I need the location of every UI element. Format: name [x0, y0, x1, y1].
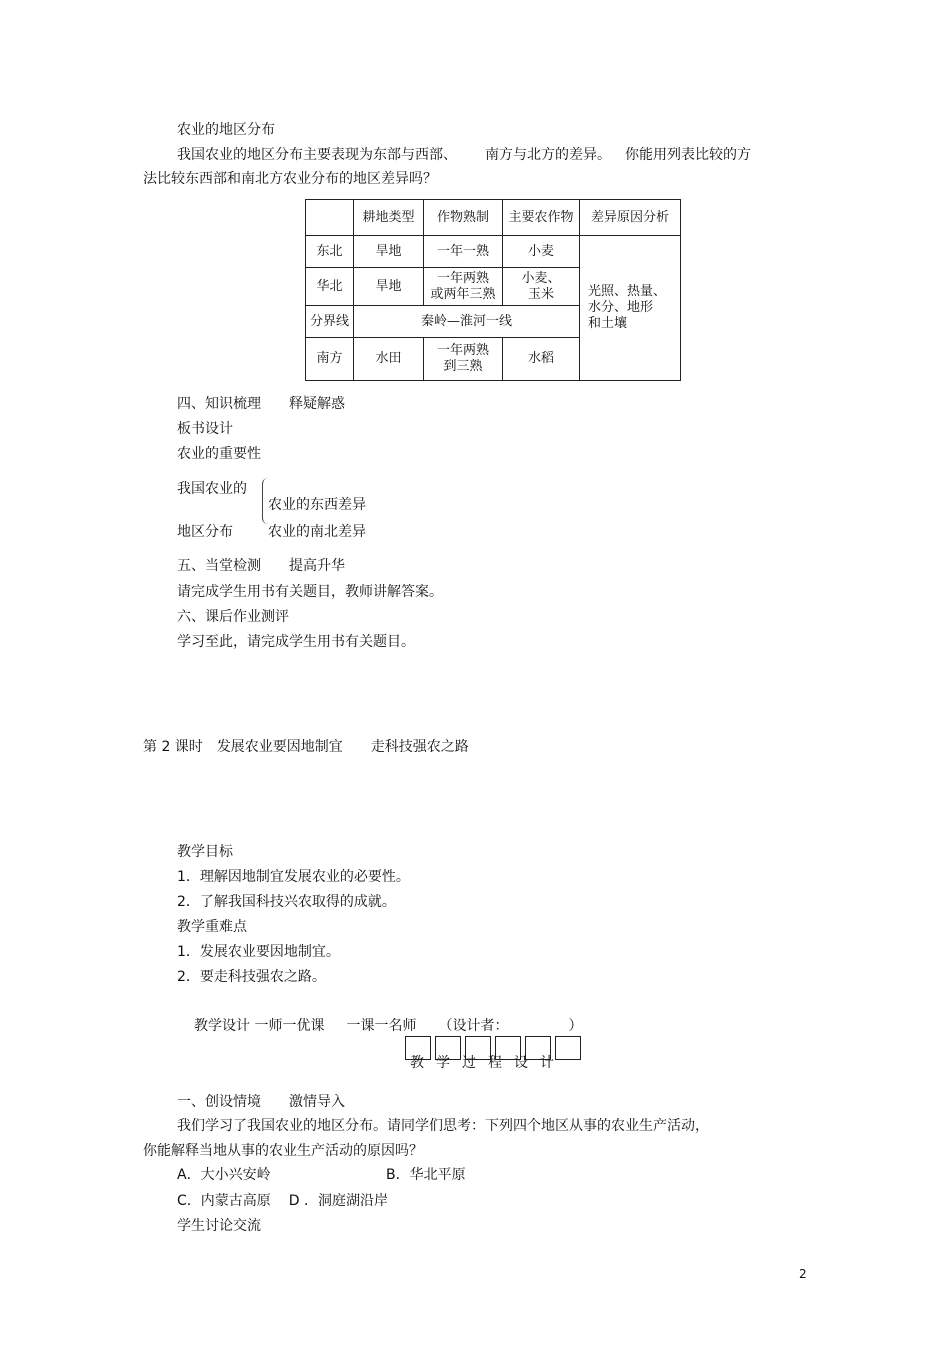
table-cell	[424, 338, 503, 381]
table-header: 差异原因分析	[580, 200, 681, 236]
table-cell: 小麦	[503, 236, 580, 268]
text-line: 请完成学生用书有关题目，教师讲解答案。	[177, 584, 443, 600]
text-line: 农业的重要性	[177, 446, 261, 462]
option-line	[177, 1192, 388, 1210]
section-heading: 六、课后作业测评	[177, 609, 289, 625]
text-span: 发展农业要因地制宜	[216, 739, 343, 755]
table-cell: 秦岭—淮河一线	[354, 306, 580, 338]
text-span: ）	[568, 1018, 583, 1034]
text-span: 教学设计 一师一优课	[194, 1018, 325, 1034]
text-span: 到三熟	[443, 359, 483, 374]
text-span: 五、当堂检测	[177, 558, 261, 574]
text-span: 你能用列表比较的方	[625, 147, 751, 163]
text-span: 释疑解惑	[289, 396, 345, 412]
paragraph-line: 我们学习了我国农业的地区分布。请同学们思考：下列四个地区从事的农业生产活动，	[177, 1118, 709, 1134]
table-cell: 华北	[306, 268, 354, 306]
option-b: B．华北平原	[386, 1167, 466, 1183]
text-span: 玉米	[527, 286, 554, 302]
list-item: 1．发展农业要因地制宜。	[177, 944, 340, 960]
text-line: 学习至此，请完成学生用书有关题目。	[177, 634, 415, 650]
option-c: C．内蒙古高原	[177, 1193, 271, 1209]
text-span: 小麦、	[521, 270, 561, 286]
table-header: 主要农作物	[503, 200, 580, 236]
paragraph-line: 法比较东西部和南北方农业分布的地区差异吗？	[143, 171, 437, 187]
table-header-row	[306, 200, 681, 236]
text-span: 一年两熟	[436, 343, 489, 358]
text-span: 一年两熟	[436, 270, 489, 286]
option-a: A．大小兴安岭	[177, 1167, 271, 1183]
text-line: 板书设计	[177, 421, 233, 437]
text-span: 走科技强农之路	[370, 739, 469, 755]
table-cell: 东北	[306, 236, 354, 268]
text-span: 水分、地形	[588, 300, 654, 315]
table-cell	[503, 268, 580, 306]
table-header	[306, 200, 354, 236]
text-line: 农业的东西差异	[268, 497, 366, 513]
lesson-title	[143, 738, 469, 756]
text-line: 我国农业的	[177, 481, 247, 497]
table-cell	[424, 268, 503, 306]
table-cell-reason	[580, 236, 681, 381]
table-cell: 旱地	[354, 268, 424, 306]
option-d: D ．洞庭湖沿岸	[288, 1193, 389, 1209]
table-cell: 南方	[306, 338, 354, 381]
section-heading	[177, 557, 345, 575]
design-line	[194, 1017, 582, 1035]
text-line: 学生讨论交流	[177, 1218, 261, 1234]
list-item: 2．要走科技强农之路。	[177, 969, 326, 985]
text-span: 南方与北方的差异。	[485, 147, 611, 163]
table-cell: 分界线	[306, 306, 354, 338]
table-header: 作物熟制	[424, 200, 503, 236]
table-cell: 水田	[354, 338, 424, 381]
section-heading: 教学目标	[177, 844, 233, 860]
list-item: 1．理解因地制宜发展农业的必要性。	[177, 869, 410, 885]
text-span: 四、知识梳理	[177, 396, 261, 412]
text-span: 激情导入	[289, 1094, 345, 1110]
text-line: 地区分布	[177, 524, 233, 540]
text-span: 和土壤	[588, 316, 628, 331]
page-number: 2	[799, 1267, 807, 1281]
table-row	[306, 236, 681, 268]
section-heading	[177, 1093, 345, 1111]
text-line: 农业的南北差异	[268, 524, 366, 540]
table-cell: 旱地	[354, 236, 424, 268]
text-span: 或两年三熟	[430, 286, 496, 302]
table-header: 耕地类型	[354, 200, 424, 236]
process-title: 教学过程设计	[410, 1055, 566, 1071]
text-span: 光照、热量、	[588, 284, 667, 299]
agri-comparison-table	[305, 199, 681, 381]
text-span: 一课一名师	[346, 1018, 417, 1034]
text-span: 提高升华	[289, 558, 345, 574]
text-span: （设计者：	[438, 1018, 509, 1034]
section-heading: 教学重难点	[177, 919, 247, 935]
paragraph-line	[177, 146, 751, 164]
paragraph-line: 你能解释当地从事的农业生产活动的原因吗？	[143, 1143, 423, 1159]
table-cell: 一年一熟	[424, 236, 503, 268]
text-span: 第 2 课时	[143, 739, 203, 755]
section-title-agri-distribution: 农业的地区分布	[177, 122, 275, 138]
text-span: 一、创设情境	[177, 1094, 261, 1110]
text-span: 我国农业的地区分布主要表现为东部与西部、	[177, 147, 457, 163]
section-heading	[177, 395, 345, 413]
list-item: 2．了解我国科技兴农取得的成就。	[177, 894, 396, 910]
table-cell: 水稻	[503, 338, 580, 381]
